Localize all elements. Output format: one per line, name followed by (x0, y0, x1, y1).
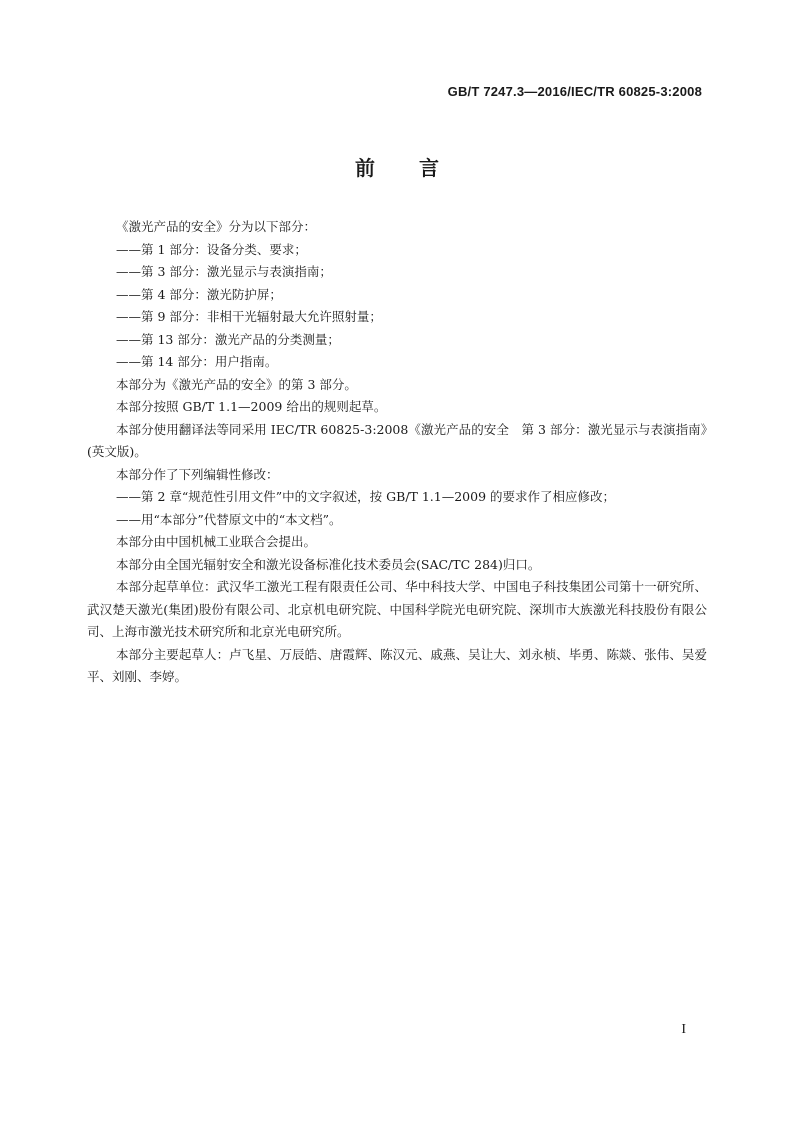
page-title: 前言 (355, 156, 483, 180)
paragraph: 本部分由中国机械工业联合会提出。 (116, 534, 317, 549)
paragraph: 本部分为《激光产品的安全》的第 3 部分。 (116, 376, 357, 392)
page-number: I (681, 1022, 686, 1037)
paragraph: 本部分作了下列编辑性修改： (116, 466, 279, 482)
list-item: ——第 2 章“规范性引用文件”中的文字叙述，按 GB/T 1.1—2009 的要求作了相应修改； (116, 489, 616, 504)
paragraph: 本部分由全国光辐射安全和激光设备标准化技术委员会(SAC/TC 284)归口。 (116, 556, 541, 572)
paragraph: 本部分使用翻译法等同采用 IEC/TR 60825-3:2008《激光产品的安全 第 3 部分：激光显示与表演指南》(英文版)。 (87, 421, 707, 459)
paragraph: 《激光产品的安全》分为以下部分： (116, 219, 317, 234)
paragraph: 本部分主要起草人：卢飞星、万辰皓、唐霞辉、陈汉元、戚燕、吴让大、刘永桢、毕勇、陈燚、张伟、吴爱平、刘刚、李婷。 (87, 646, 707, 684)
list-item: ——第 14 部分：用户指南。 (116, 354, 278, 369)
list-item: ——第 3 部分：激光显示与表演指南； (116, 264, 332, 279)
foreword-body (87, 216, 707, 689)
list-item: ——用“本部分”代替原文中的“本文档”。 (116, 511, 342, 527)
standard-code: GB/T 7247.3—2016/IEC/TR 60825-3:2008 (447, 84, 702, 99)
list-item: ——第 13 部分：激光产品的分类测量； (116, 331, 340, 347)
list-item: ——第 9 部分：非相干光辐射最大允许照射量； (116, 309, 382, 324)
list-item: ——第 1 部分：设备分类、要求； (116, 241, 307, 257)
paragraph: 本部分按照 GB/T 1.1—2009 给出的规则起草。 (116, 399, 387, 414)
list-item: ——第 4 部分：激光防护屏； (116, 286, 282, 302)
paragraph: 本部分起草单位：武汉华工激光工程有限责任公司、华中科技大学、中国电子科技集团公司第十一研究所、武汉楚天激光(集团)股份有限公司、北京机电研究院、中国科学院光电研究院、深圳市大族激光科技股份有限公司、上海市激光技术研究所和北京光电研究所。 (87, 579, 707, 639)
